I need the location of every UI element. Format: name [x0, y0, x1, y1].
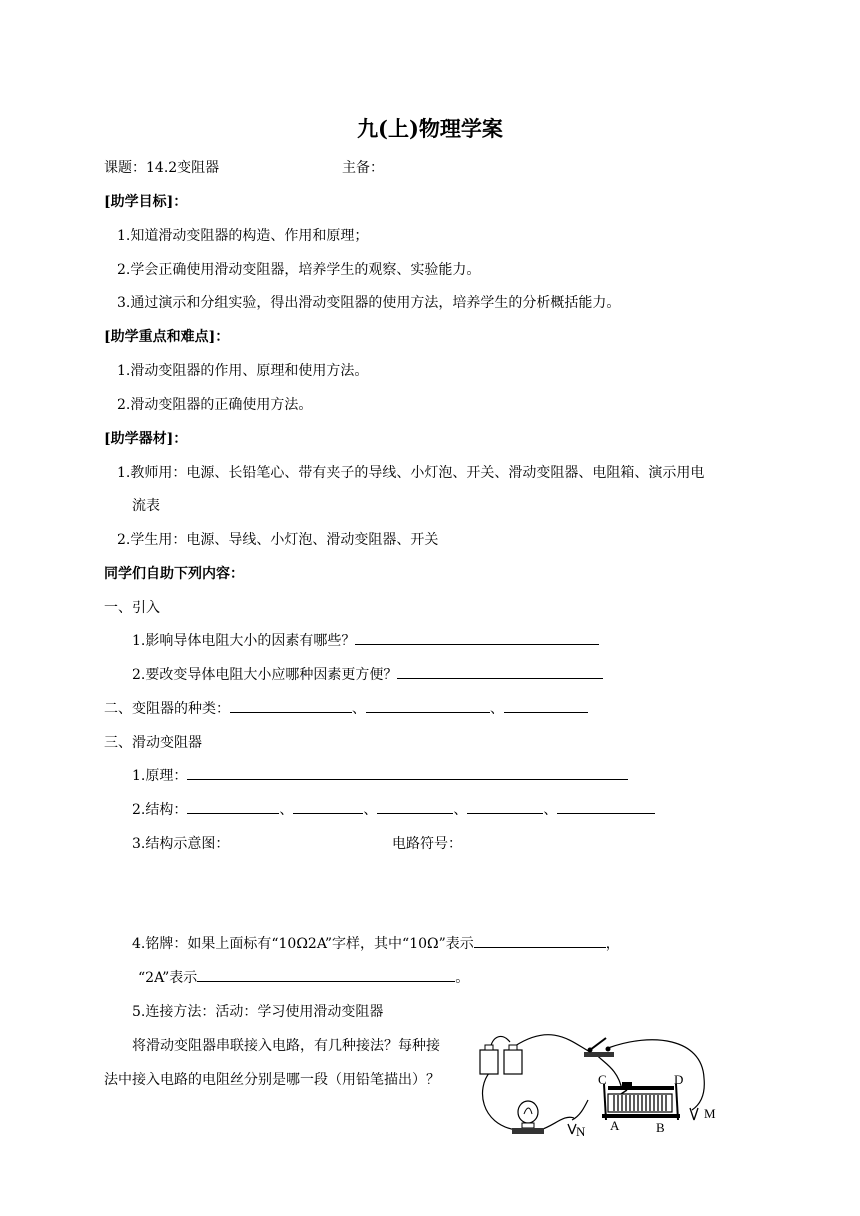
answer-blank[interactable]: [187, 766, 628, 780]
terminal-label-m: M: [704, 1106, 716, 1121]
nameplate-text: 4.铭牌：如果上面标有“10Ω2A”字样，其中“10Ω”表示: [132, 936, 474, 952]
separator: 、: [352, 701, 366, 717]
wire: [483, 1072, 516, 1130]
comma: ，: [605, 936, 620, 952]
prepared-by-label: 主备：: [342, 160, 384, 176]
answer-blank[interactable]: [230, 699, 352, 713]
objective-item: 1.知道滑动变阻器的构造、作用和原理；: [117, 228, 369, 244]
materials-heading: [助学器材]：: [104, 431, 188, 447]
symbol-label: 电路符号：: [392, 836, 462, 852]
principle-line: [132, 765, 628, 785]
answer-blank[interactable]: [467, 800, 543, 814]
rheostat-icon: [602, 1082, 680, 1120]
separator: 、: [543, 802, 558, 818]
lamp-icon: [512, 1101, 544, 1134]
key-point-item: 1.滑动变阻器的作用、原理和使用方法。: [117, 363, 369, 379]
structure-line: [132, 799, 655, 819]
section2-label: 二、变阻器的种类：: [104, 701, 230, 717]
question-1: [132, 630, 599, 650]
materials-teacher: 1.教师用：电源、长铅笔心、带有夹子的导线、小灯泡、开关、滑动变阻器、电阻箱、演示用电: [117, 465, 705, 481]
section3-heading: 三、滑动变阻器: [104, 735, 202, 751]
wire: [515, 1035, 590, 1052]
separator: 、: [363, 802, 378, 818]
materials-teacher-cont: 流表: [132, 498, 160, 514]
terminal-label-d: D: [674, 1072, 684, 1087]
answer-blank[interactable]: [504, 699, 588, 713]
wire: [572, 1100, 588, 1120]
principle-label: 1.原理：: [132, 768, 188, 784]
separator: 、: [453, 802, 468, 818]
answer-blank[interactable]: [397, 665, 603, 679]
terminal-label-a: A: [610, 1118, 620, 1133]
objective-item: 3.通过演示和分组实验，得出滑动变阻器的使用方法，培养学生的分析概括能力。: [117, 295, 621, 311]
page-title: 九(上)物理学案: [357, 116, 503, 141]
terminal-label-b: B: [656, 1120, 665, 1135]
separator: 、: [490, 701, 504, 717]
materials-student: 2.学生用：电源、导线、小灯泡、滑动变阻器、开关: [117, 532, 439, 548]
answer-blank[interactable]: [377, 800, 453, 814]
answer-blank[interactable]: [197, 968, 455, 982]
separator: 、: [279, 802, 294, 818]
topic-label: 课题：14.2变阻器: [104, 160, 220, 176]
answer-blank[interactable]: [366, 699, 490, 713]
answer-blank[interactable]: [557, 800, 655, 814]
terminal-label-c: C: [598, 1072, 607, 1087]
connection-label: 5.连接方法：活动：学习使用滑动变阻器: [132, 1004, 384, 1020]
nameplate-text-2: “2A”表示: [138, 970, 198, 986]
question-2-text: 2.要改变导体电阻大小应哪种因素更方便？: [132, 667, 398, 683]
self-study-heading: 同学们自助下列内容：: [104, 566, 244, 582]
clip-icon: [690, 1108, 698, 1120]
question-1-text: 1.影响导体电阻大小的因素有哪些？: [132, 633, 356, 649]
terminal-label-n: N: [576, 1124, 586, 1139]
objectives-heading: [助学目标]：: [104, 194, 188, 210]
period: 。: [455, 970, 470, 986]
section2-line: [104, 698, 588, 718]
key-point-item: 2.滑动变阻器的正确使用方法。: [117, 397, 313, 413]
key-points-heading: [助学重点和难点]：: [104, 329, 230, 345]
circuit-diagram: [472, 1028, 732, 1146]
clip-icon: [568, 1124, 576, 1134]
objective-item: 2.学会正确使用滑动变阻器，培养学生的观察、实验能力。: [117, 262, 481, 278]
section1-heading: 一、引入: [104, 600, 160, 616]
question-2: [132, 664, 603, 684]
answer-blank[interactable]: [187, 800, 279, 814]
switch-icon: [584, 1038, 614, 1057]
battery-icon: [480, 1045, 522, 1074]
answer-blank[interactable]: [474, 934, 606, 948]
structure-label: 2.结构：: [132, 802, 188, 818]
wire: [540, 1117, 574, 1130]
answer-blank[interactable]: [293, 800, 363, 814]
nameplate-line-2: [138, 967, 469, 987]
nameplate-line: [132, 933, 620, 953]
activity-paragraph-line1: 将滑动变阻器串联接入电路，有几种接法？每种接: [132, 1038, 440, 1054]
answer-blank[interactable]: [355, 631, 599, 645]
diagram-label: 3.结构示意图：: [132, 836, 230, 852]
activity-paragraph-line2: 法中接入电路的电阻丝分别是哪一段（用铅笔描出）？: [104, 1072, 440, 1088]
